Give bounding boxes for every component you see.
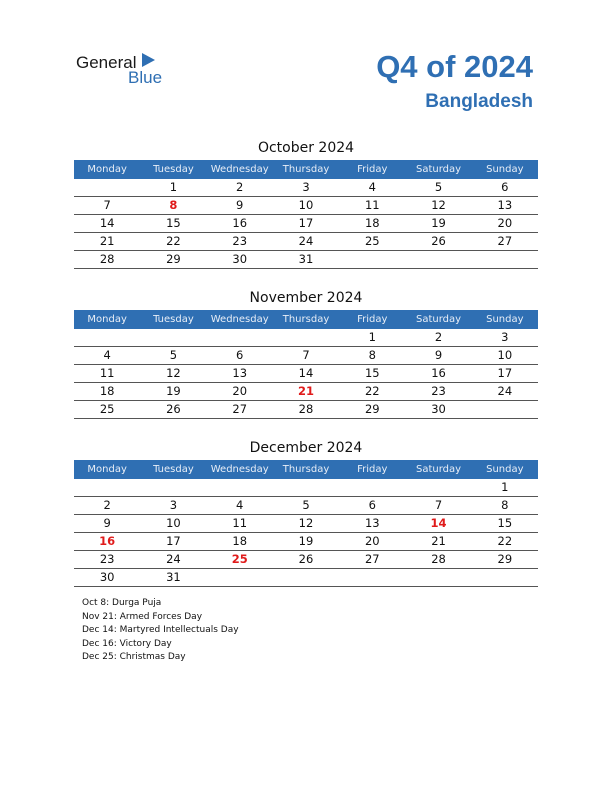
day-cell: 1: [169, 180, 178, 194]
day-cell: 20: [364, 534, 380, 548]
week-row: [74, 365, 538, 383]
weekday-label: Wednesday: [210, 464, 269, 475]
day-cell: 17: [166, 534, 181, 548]
day-cell: 28: [298, 402, 314, 416]
day-cell: 26: [431, 234, 446, 248]
day-cell: 27: [364, 552, 380, 566]
day-cell: 2: [434, 330, 443, 344]
day-cell: 6: [368, 498, 376, 512]
day-cell: 16: [431, 366, 446, 380]
day-cell: 30: [232, 252, 248, 266]
day-cell: 15: [166, 216, 181, 230]
weekday-label: Monday: [87, 464, 127, 475]
month-october: [74, 137, 538, 269]
day-cell: 17: [298, 216, 314, 230]
weekday-label: Wednesday: [210, 314, 269, 325]
weekday-label: Tuesday: [153, 314, 194, 325]
day-cell: 11: [364, 198, 380, 212]
week-row: [74, 515, 538, 533]
weekday-label: Tuesday: [153, 464, 194, 475]
day-cell: 20: [497, 216, 513, 230]
empty-day-cell: [140, 329, 206, 346]
empty-day-cell: [74, 329, 140, 346]
day-cell: 27: [232, 402, 248, 416]
week-row: [74, 347, 538, 365]
day-cell: 3: [501, 330, 509, 344]
day-cell: 1: [501, 480, 509, 494]
day-cell: 6: [501, 180, 509, 194]
logo-blue-text: Blue: [128, 68, 163, 87]
weekday-header: [74, 310, 538, 329]
day-cell: 15: [497, 516, 513, 530]
day-cell: 19: [298, 534, 314, 548]
day-cell: 9: [103, 516, 111, 530]
day-cell: 12: [298, 516, 314, 530]
day-cell: 4: [103, 348, 111, 362]
day-cell: 10: [298, 198, 314, 212]
day-cell: 5: [169, 348, 178, 362]
empty-day-cell: [74, 479, 140, 496]
weekday-label: Wednesday: [210, 164, 269, 175]
day-cell: 14: [298, 366, 314, 380]
day-cell: 27: [497, 234, 513, 248]
day-cell: 3: [169, 498, 178, 512]
day-cell: 31: [298, 252, 314, 266]
day-cell: 10: [497, 348, 513, 362]
holiday-note: Dec 14: Martyred Intellectuals Day: [82, 625, 239, 635]
empty-day-cell: [405, 569, 471, 586]
day-cell: 13: [497, 198, 513, 212]
week-row: [74, 383, 538, 401]
day-cell: 22: [497, 534, 513, 548]
month-grid: [74, 179, 538, 269]
day-cell: 25: [99, 402, 115, 416]
empty-day-cell: [207, 479, 273, 496]
day-cell: 28: [99, 252, 115, 266]
day-cell: 2: [103, 498, 111, 512]
day-cell: 5: [434, 180, 443, 194]
empty-day-cell: [273, 569, 339, 586]
week-row: [74, 533, 538, 551]
week-row: [74, 329, 538, 347]
day-cell: 15: [364, 366, 380, 380]
day-cell: 9: [236, 198, 244, 212]
day-cell: 13: [232, 366, 248, 380]
day-cell: 12: [431, 198, 446, 212]
day-cell: 18: [364, 216, 380, 230]
weekday-label: Saturday: [416, 164, 462, 175]
day-cell: 4: [368, 180, 376, 194]
day-cell: 18: [99, 384, 115, 398]
day-cell: 30: [99, 570, 115, 584]
day-cell: 8: [501, 498, 509, 512]
day-cell: 26: [166, 402, 181, 416]
weekday-label: Thursday: [282, 464, 330, 475]
week-row: [74, 551, 538, 569]
day-cell: 8: [368, 348, 376, 362]
day-cell: 30: [431, 402, 446, 416]
empty-day-cell: [472, 401, 538, 418]
day-cell: 11: [99, 366, 115, 380]
weekday-label: Sunday: [486, 464, 524, 475]
day-cell: 20: [232, 384, 248, 398]
holiday-note: Oct 8: Durga Puja: [82, 598, 162, 608]
day-cell: 16: [232, 216, 248, 230]
month-grid: [74, 479, 538, 587]
day-cell: 24: [166, 552, 181, 566]
empty-day-cell: [405, 479, 471, 496]
day-cell: 23: [431, 384, 446, 398]
weekday-header: [74, 160, 538, 179]
empty-day-cell: [339, 251, 405, 268]
day-cell: 25: [231, 552, 248, 566]
generalblue-logo: [76, 53, 176, 87]
week-row: [74, 197, 538, 215]
day-cell: 29: [166, 252, 181, 266]
day-cell: 22: [364, 384, 380, 398]
day-cell: 18: [232, 534, 248, 548]
month-title: October 2024: [257, 140, 355, 156]
logo-general-text: General: [76, 53, 137, 72]
day-cell: 7: [434, 498, 443, 512]
empty-day-cell: [273, 329, 339, 346]
empty-day-cell: [74, 179, 140, 196]
day-cell: 2: [236, 180, 244, 194]
day-cell: 23: [99, 552, 115, 566]
day-cell: 21: [431, 534, 446, 548]
weekday-label: Monday: [87, 164, 127, 175]
empty-day-cell: [273, 479, 339, 496]
week-row: [74, 179, 538, 197]
day-cell: 11: [232, 516, 248, 530]
day-cell: 22: [166, 234, 181, 248]
day-cell: 24: [298, 234, 314, 248]
day-cell: 12: [166, 366, 181, 380]
empty-day-cell: [405, 251, 471, 268]
day-cell: 21: [297, 384, 314, 398]
day-cell: 4: [236, 498, 244, 512]
day-cell: 10: [166, 516, 181, 530]
day-cell: 9: [434, 348, 443, 362]
weekday-label: Tuesday: [153, 164, 194, 175]
day-cell: 17: [497, 366, 513, 380]
weekday-label: Sunday: [486, 164, 524, 175]
weekday-label: Friday: [357, 314, 388, 325]
day-cell: 21: [99, 234, 115, 248]
weekday-label: Saturday: [416, 314, 462, 325]
week-row: [74, 479, 538, 497]
day-cell: 16: [99, 534, 116, 548]
day-cell: 7: [103, 198, 111, 212]
day-cell: 23: [232, 234, 248, 248]
month-november: [74, 287, 538, 419]
weekday-label: Thursday: [282, 164, 330, 175]
empty-day-cell: [140, 479, 206, 496]
holiday-note: Dec 25: Christmas Day: [82, 652, 186, 662]
month-title: November 2024: [249, 290, 363, 306]
holiday-note: Dec 16: Victory Day: [82, 638, 172, 649]
month-grid: [74, 329, 538, 419]
week-row: [74, 251, 538, 269]
empty-day-cell: [472, 569, 538, 586]
month-title: December 2024: [249, 440, 363, 456]
day-cell: 24: [497, 384, 513, 398]
day-cell: 29: [364, 402, 380, 416]
day-cell: 6: [236, 348, 244, 362]
weekday-label: Saturday: [416, 464, 462, 475]
empty-day-cell: [339, 569, 405, 586]
day-cell: 1: [368, 330, 376, 344]
week-row: [74, 497, 538, 515]
day-cell: 14: [99, 216, 115, 230]
empty-day-cell: [207, 569, 273, 586]
day-cell: 14: [430, 516, 447, 530]
empty-day-cell: [339, 479, 405, 496]
week-row: [74, 401, 538, 419]
month-december: [74, 437, 538, 587]
day-cell: 19: [166, 384, 181, 398]
day-cell: 8: [169, 198, 178, 212]
week-row: [74, 215, 538, 233]
holiday-notes: [82, 597, 239, 665]
day-cell: 5: [302, 498, 310, 512]
empty-day-cell: [472, 251, 538, 268]
day-cell: 13: [364, 516, 380, 530]
day-cell: 7: [302, 348, 310, 362]
day-cell: 31: [166, 570, 181, 584]
weekday-label: Sunday: [486, 314, 524, 325]
day-cell: 29: [497, 552, 513, 566]
day-cell: 19: [431, 216, 446, 230]
week-row: [74, 569, 538, 587]
holiday-note: Nov 21: Armed Forces Day: [82, 611, 203, 622]
logo-flag-icon: [142, 53, 156, 67]
page-title: Q4 of 2024: [376, 49, 533, 84]
week-row: [74, 233, 538, 251]
weekday-header: [74, 460, 538, 479]
country-name: Bangladesh: [425, 91, 533, 112]
weekday-label: Thursday: [282, 314, 330, 325]
weekday-label: Friday: [357, 164, 388, 175]
weekday-label: Friday: [357, 464, 388, 475]
empty-day-cell: [207, 329, 273, 346]
weekday-label: Monday: [87, 314, 127, 325]
day-cell: 28: [431, 552, 446, 566]
day-cell: 3: [302, 180, 310, 194]
day-cell: 25: [364, 234, 380, 248]
day-cell: 26: [298, 552, 314, 566]
